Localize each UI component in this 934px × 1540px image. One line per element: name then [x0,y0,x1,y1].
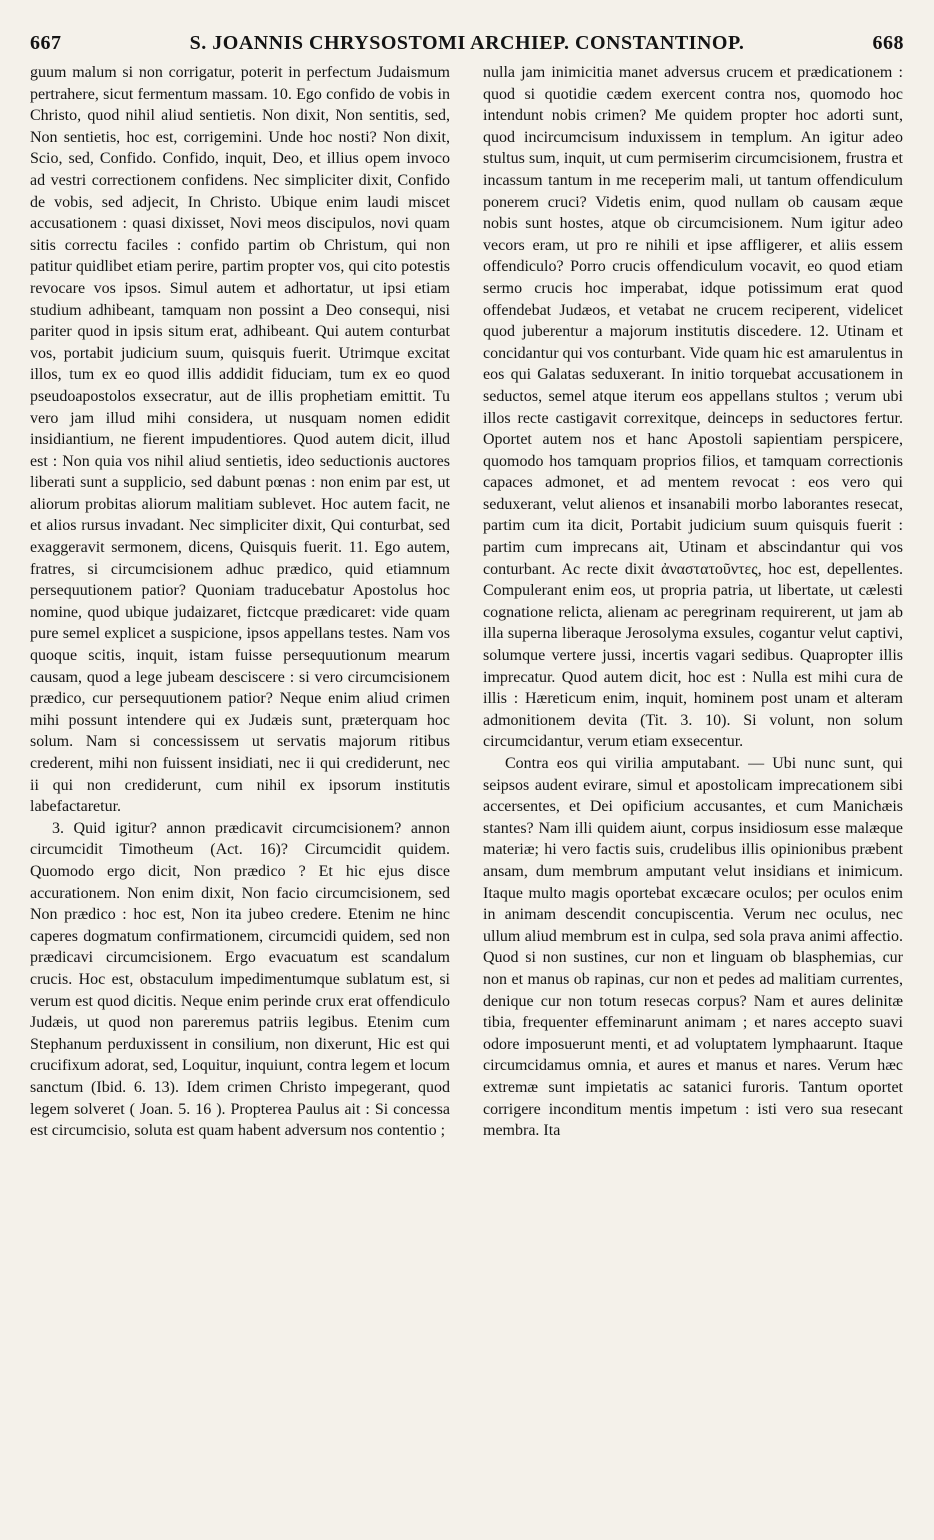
right-page-number: 668 [872,32,904,54]
left-paragraph-2: 3. Quid igitur? annon prædicavit circumcisionem? annon circumcidit Timotheum (Act. 16)? Circumcidit quidem. Quomodo ergo dicit, Non prædico ? Et hic ejus disce accurationem. Non enim dixit, Non facio circumcisionem, sed Non prædico : hoc est, Non ita jubeo credere. Etenim ne hinc caperes dogmatum confirmationem, circumcidi quidem, sed non prædicavi circumcisionem. Ergo evacuatum est scandalum crucis. Hoc est, obstaculum impedimentumque sublatum est, si verum est quod dicitis. Neque enim perinde crux erat offendiculo Judæis, ut quod non pareremus patriis legibus. Etenim cum Stephanum perduxissent in consilium, non dixerunt, Hic est qui crucifixum adorat, sed, Loquitur, inquiunt, contra legem et locum sanctum (Ibid. 6. 13). Idem crimen Christo impegerant, quod legem solveret ( Joan. 5. 16 ). Propterea Paulus ait : Si concessa est circumcisio, soluta est quam habent adversum nos contentio ; [30,819,450,1140]
right-paragraph-2: Contra eos qui virilia amputabant. — Ubi nunc sunt, qui seipsos audent evirare, simul et apostolicam imprecationem sibi accersentes, et Dei opificium accusantes, et cum Manichæis stantes? Nam illi quidem aiunt, corpus insidiosum esse malæque materiæ; hi vero factis suis, crudelibus illis opinionibus præbent ansam, dum membrum amputant velut insidians et inimicum. Itaque multo magis oportebat excæcare oculos; per oculos enim in animam descendit concupiscentia. Verum nec oculus, nec ullum aliud membrum est in culpa, sed sola prava animi affectio. Quod si non sustines, cur non et linguam ob blasphemias, cur non et manus ob rapinas, cur non et pedes ad malitiam currentes, denique cur non totum resecas corpus? Nam et aures delinitæ tibia, frequenter effeminarunt animam ; et nares accepto suavi odore imposuerunt menti, et ad voluptatem lymphaarunt. Itaque circumcidamus omnia, et aures et manus et nares. Verum hæc extremæ sunt impietatis ac satanici furoris. Tantum oportet corrigere inconditum mentis impetum : isti vero sua resecant membra. Ita [483,755,903,1140]
right-paragraph-1: nulla jam inimicitia manet adversus crucem et prædicationem : quod si quotidie cædem exercent contra nos, quomodo hoc intendunt nobis crimen? Me quidem propter hoc adorti sunt, quod incircumcisum induxissem in templum. An igitur adeo stultus sum, inquit, ut cum permiserim circumcisionem, frustra et incassum tantum in me receperim mali, ut tantum offendiculum ponerem cruci? Videtis enim, quod nullam ob causam æque nobis sunt hostes, atque ob circumcisionem. Num igitur adeo vecors eram, ut pro re nihili et ipse affligerer, et aliis essem offendiculo? Porro crucis offendiculum vocavit, eo quod etiam sermo crucis hoc imperabat, idque potissimum erat quod offendebat Judæos, et vetabat ne crucem reciperent, videlicet quod juberentur a majorum institutis discedere. 12. Utinam et concidantur qui vos conturbant. Vide quam hic est amarulentus in eos qui Galatas seduxerant. In initio torquebat accusationem in seductos, semel atque iterum eos appellans stultos ; verum ubi illos recte castigavit correxitque, deinceps in seductores fertur. Oportet autem nos et hanc Apostoli sapientiam perspicere, quomodo hos tamquam proprios filios, et tamquam correctionis capaces admonet, et ad mentem revocat : eos vero qui seduxerant, velut alienos et insanabili morbo laborantes resecat, partim cum ita dicit, Portabit judicium suum quisquis fuerit : partim cum imprecans ait, Utinam et abscindantur qui vos conturbant. Ac recte dixit ἀναστατοῦντες, hoc est, depellentes. Compulerant enim eos, ut propria patria, ut libertate, ut cælesti cognatione relicta, alienam ac peregrinam requirerent, ut jam ab illa superna liberaque Jerosolyma exsules, cogantur velut captivi, solumque vertere jussi, incertis vagari sedibus. Quapropter illis imprecatur. Quod autem dicit, hoc est : Nulla est mihi cura de illis : Hæreticum enim, inquit, hominem post unam et alteram admonitionem devita (Tit. 3. 10). Si volunt, non solum circumcidantur, verum etiam exsecentur. [483,64,903,751]
left-page-number: 667 [30,32,62,54]
running-title: S. JOANNIS CHRYSOSTOMI ARCHIEP. CONSTANTINOP. [189,32,745,54]
running-header [30,32,904,58]
right-column [483,62,903,1142]
left-column [30,62,450,1142]
left-paragraph-1: guum malum si non corrigatur, poterit in perfectum Judaismum pertrahere, sicut fermentum massam. 10. Ego confido de vobis in Christo, quod nihil aliud sentietis. Non dixit, Non sentitis, sed, Non sentietis, hoc est, corrigemini. Unde hoc nosti? Non dixit, Scio, sed, Confido. Confido, inquit, Deo, et illius opem invoco ad vestri correctionem confidens. Nec simpliciter dixit, Confido de vobis, sed adjecit, In Christo. Ubique enim laudi miscet accusationem : quasi dixisset, Novi meos discipulos, novi quam sitis correctu faciles : confido partim ob Christum, qui non patitur quidlibet etiam perire, partim propter vos, qui cito potestis revocare vos ipsos. Simul autem et adhortatur, ut ipsi etiam studium adhibeant, tamquam non possint a Deo consequi, nisi pariter quod in ipsis situm erat, adhibeant. Qui autem conturbat vos, portabit judicium suum, quisquis fuerit. Utrimque excitat illos, tum ex eo quod illis addidit fiduciam, tum ex eo quod pseudoapostolos exsecratur, aut de illis prophetiam emittit. Tu vero jam illud mihi considera, ut nusquam nomen edidit insidiantium, ne fierent impudentiores. Quod autem dicit, illud est : Non quia vos nihil aliud sentietis, ideo seductionis auctores liberati sunt a supplicio, sed dabunt pœnas : non enim par est, ut aliorum probitas aliorum malitiam sublevet. Hoc autem facit, ne et alios rursus invadant. Nec simpliciter dixit, Qui conturbat, sed exaggeravit sermonem, dicens, Quisquis fuerit. 11. Ego autem, fratres, si circumcisionem adhuc prædico, quid etiamnum persequutionem patior? Quoniam traducebatur Apostolus hoc nomine, quod ubique judaizaret, fictcque prædicaret: vide quam pure semel explicet a suspicione, ipsos appellans testes. Nam vos quoque scitis, inquit, istam fuisse persequutionum mearum causam, quod a lege jubeam desciscere : si vero circumcisionem prædico, cur persequutionem patior? Neque enim aliud crimen mihi possunt intendere qui ex Judæis sunt, præterquam hoc solum. Nam si concessissem ut servatis majorum ritibus crederent, mihi non fuissent insidiati, nec ii qui crediderunt, nec ii qui non crediderunt, cum nihil ex ipsorum institutis labefactaretur. [30,64,450,816]
